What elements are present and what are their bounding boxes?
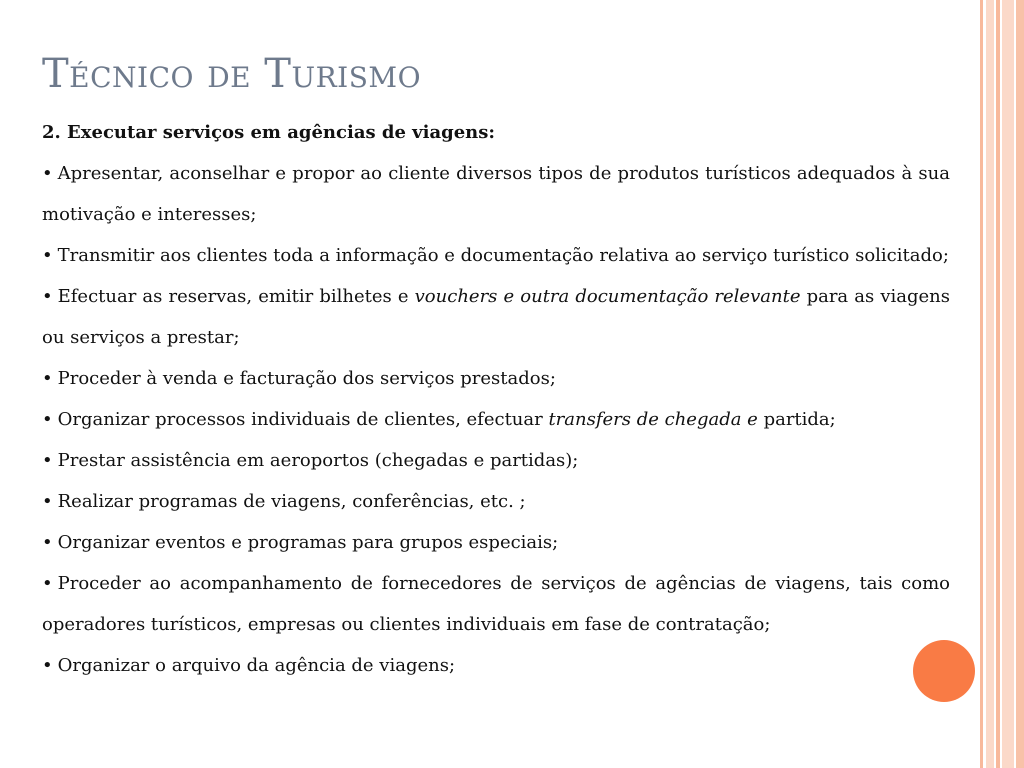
bullet-item: • Prestar assistência em aeroportos (chegadas e partidas); (42, 450, 579, 471)
bullet-item: • Organizar eventos e programas para grupos especiais; (42, 532, 559, 553)
accent-circle (913, 640, 975, 702)
bullet-item: • Organizar o arquivo da agência de viagens; (42, 655, 456, 676)
decorative-stripe (1002, 0, 1014, 768)
decorative-stripe (1016, 0, 1024, 768)
decorative-stripe (996, 0, 1000, 768)
bullet-item: • Transmitir aos clientes toda a informação e documentação relativa ao serviço turístico solicitado; (42, 245, 949, 266)
slide-content (42, 112, 950, 686)
italic-term: vouchers e outra documentação relevante (414, 286, 801, 307)
bullet-item: • Apresentar, aconselhar e propor ao cliente diversos tipos de produtos turísticos adequados à sua motivação e interesses; (42, 163, 950, 225)
section-heading: 2. Executar serviços em agências de viagens: (42, 122, 496, 143)
decorative-stripe (986, 0, 994, 768)
bullet-item: • Realizar programas de viagens, conferências, etc. ; (42, 491, 526, 512)
bullet-item: • Organizar processos individuais de clientes, efectuar transfers de chegada e partida; (42, 409, 836, 430)
slide-title: Técnico de Turismo (42, 51, 422, 97)
bullet-item: • Proceder à venda e facturação dos serviços prestados; (42, 368, 556, 389)
decorative-stripe (980, 0, 983, 768)
bullet-item: • Proceder ao acompanhamento de fornecedores de serviços de agências de viagens, tais como operadores turísticos, empresas ou clientes individuais em fase de contratação; (42, 573, 950, 635)
italic-term: transfers de chegada e (548, 409, 758, 430)
bullet-item: • Efectuar as reservas, emitir bilhetes e vouchers e outra documentação relevante para as viagens ou serviços a prestar; (42, 286, 950, 348)
